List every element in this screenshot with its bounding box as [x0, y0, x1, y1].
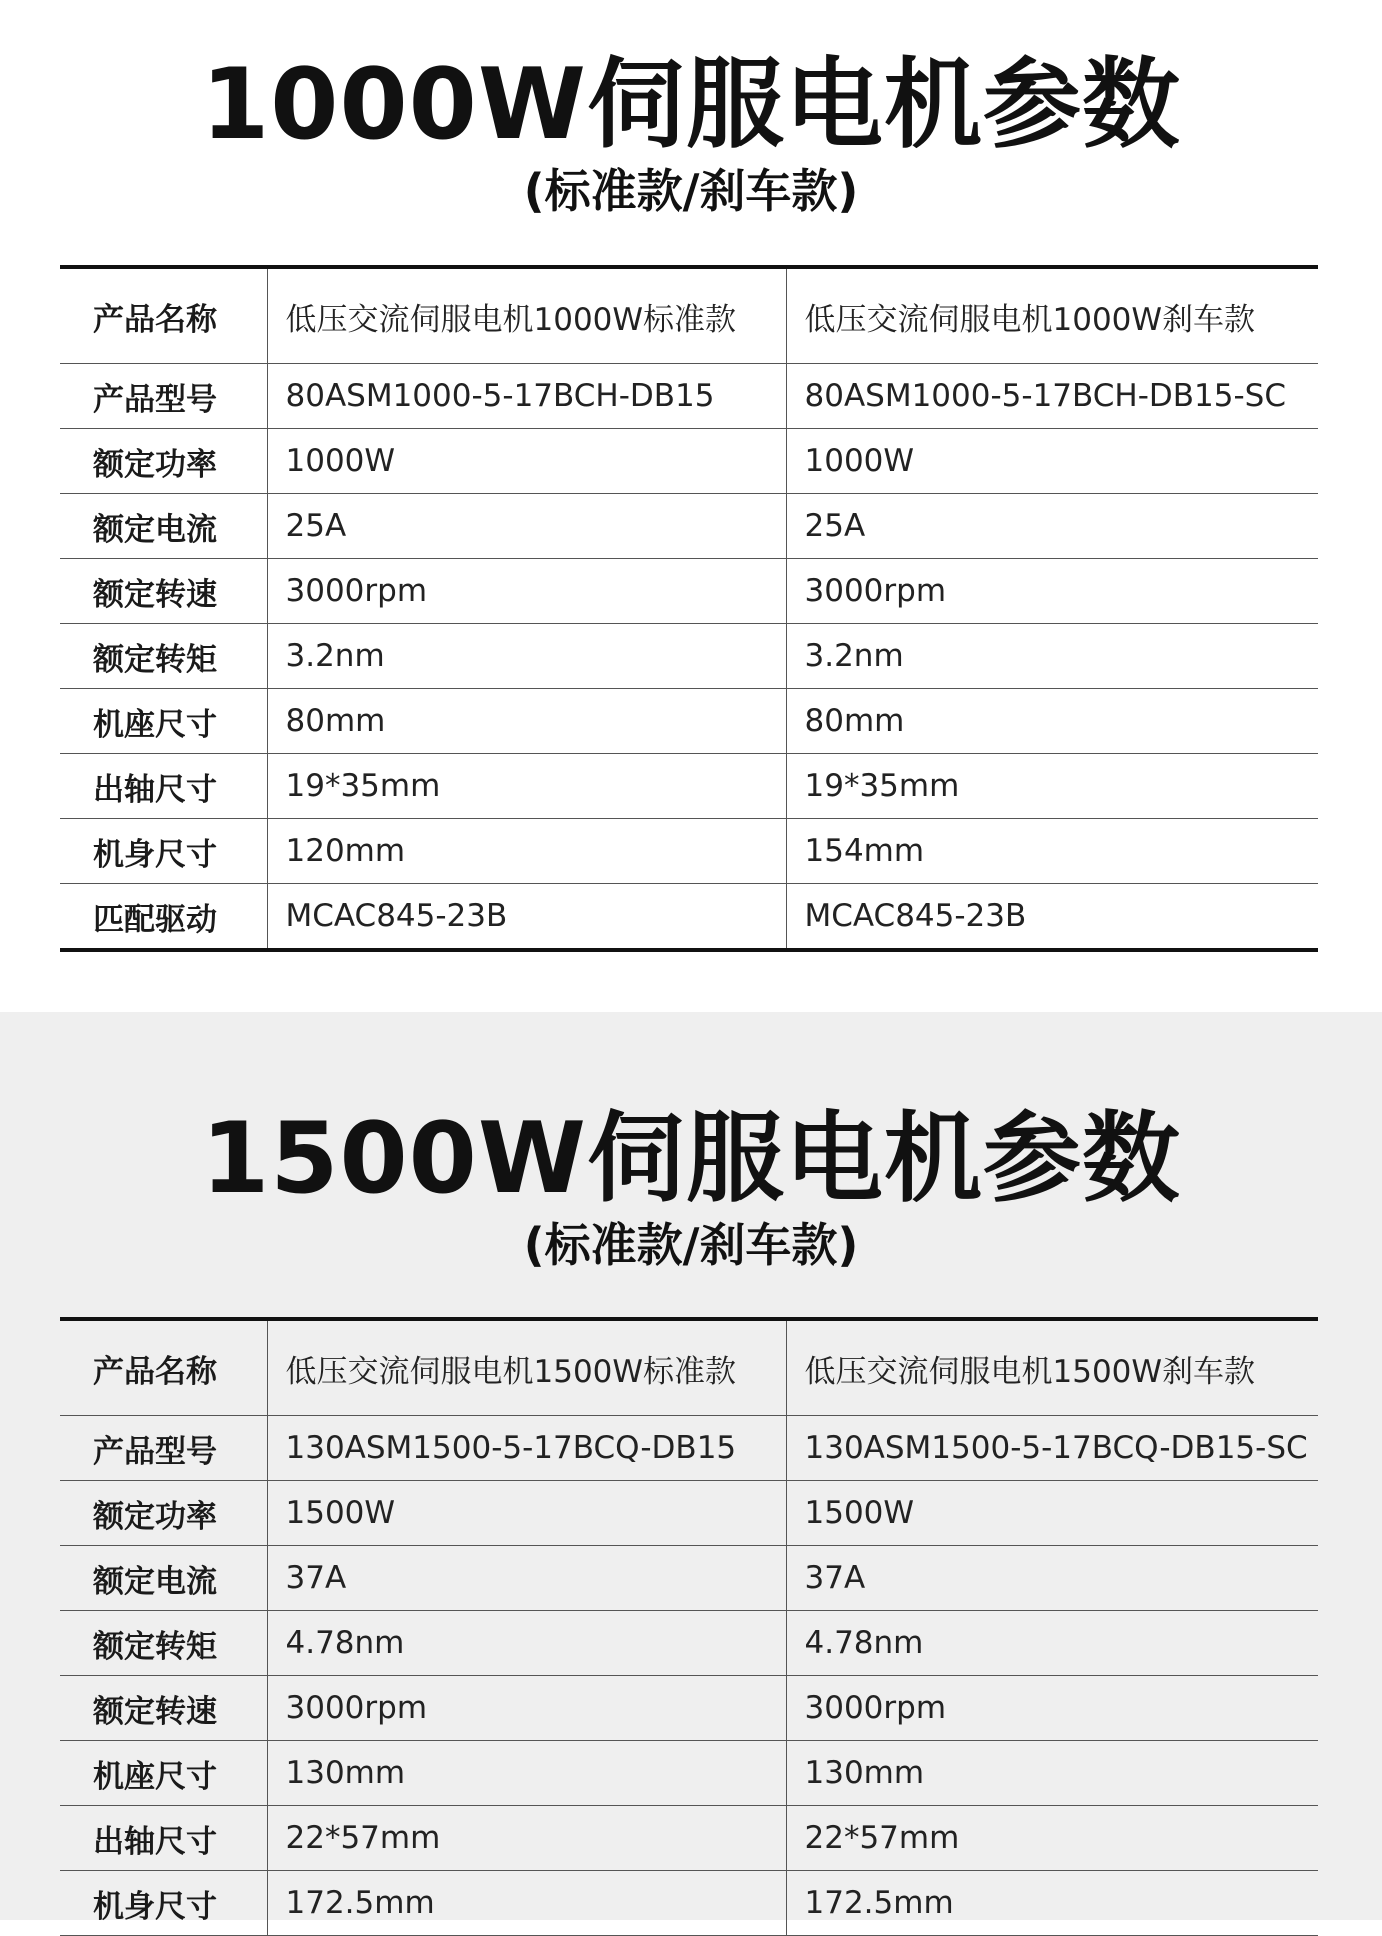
spec-table-body	[60, 1319, 1318, 1936]
spec-table	[60, 1317, 1318, 1936]
spec-value-standard: 120mm	[267, 819, 786, 884]
section-subtitle: (标准款/刹车款)	[523, 164, 859, 218]
spec-value-brake: 80mm	[786, 689, 1318, 754]
section-title: 1000W伺服电机参数	[201, 48, 1181, 162]
spec-value-standard: 19*35mm	[267, 754, 786, 819]
spec-value-standard: 低压交流伺服电机1500W标准款	[267, 1319, 786, 1416]
spec-row	[60, 1416, 1318, 1481]
spec-value-standard: 低压交流伺服电机1000W标准款	[267, 267, 786, 364]
spec-value-standard: 3000rpm	[267, 559, 786, 624]
spec-value-brake: 低压交流伺服电机1000W刹车款	[786, 267, 1318, 364]
spec-value-standard: 25A	[267, 494, 786, 559]
spec-value-brake: 3000rpm	[786, 559, 1318, 624]
spec-row	[60, 1546, 1318, 1611]
spec-value-brake: 低压交流伺服电机1500W刹车款	[786, 1319, 1318, 1416]
spec-value-brake: 22*57mm	[786, 1806, 1318, 1871]
spec-label: 机身尺寸	[60, 819, 267, 884]
spec-value-standard: 37A	[267, 1546, 786, 1611]
spec-label: 机座尺寸	[60, 689, 267, 754]
spec-row	[60, 559, 1318, 624]
spec-label: 额定电流	[60, 494, 267, 559]
spec-label: 机座尺寸	[60, 1741, 267, 1806]
spec-row	[60, 624, 1318, 689]
spec-table-body	[60, 267, 1318, 950]
spec-value-standard: 130mm	[267, 1741, 786, 1806]
spec-value-brake: 172.5mm	[786, 1871, 1318, 1936]
section-subtitle: (标准款/刹车款)	[523, 1218, 859, 1272]
spec-value-brake: 1000W	[786, 429, 1318, 494]
spec-label: 额定功率	[60, 429, 267, 494]
spec-table	[60, 265, 1318, 952]
spec-value-standard: 80ASM1000-5-17BCH-DB15	[267, 364, 786, 429]
spec-value-standard: 22*57mm	[267, 1806, 786, 1871]
spec-label: 产品型号	[60, 1416, 267, 1481]
spec-value-brake: 37A	[786, 1546, 1318, 1611]
spec-value-standard: 3000rpm	[267, 1676, 786, 1741]
spec-label: 出轴尺寸	[60, 754, 267, 819]
spec-value-brake: 130ASM1500-5-17BCQ-DB15-SC	[786, 1416, 1318, 1481]
spec-row	[60, 494, 1318, 559]
spec-value-brake: 1500W	[786, 1481, 1318, 1546]
spec-row	[60, 267, 1318, 364]
spec-row	[60, 1676, 1318, 1741]
spec-row	[60, 1871, 1318, 1936]
spec-value-standard: 172.5mm	[267, 1871, 786, 1936]
spec-label: 机身尺寸	[60, 1871, 267, 1936]
spec-label: 出轴尺寸	[60, 1806, 267, 1871]
spec-value-standard: MCAC845-23B	[267, 884, 786, 951]
spec-label: 产品名称	[60, 267, 267, 364]
spec-value-standard: 80mm	[267, 689, 786, 754]
spec-value-brake: 80ASM1000-5-17BCH-DB15-SC	[786, 364, 1318, 429]
spec-label: 产品型号	[60, 364, 267, 429]
spec-label: 额定转速	[60, 1676, 267, 1741]
spec-value-brake: 154mm	[786, 819, 1318, 884]
spec-value-brake: 25A	[786, 494, 1318, 559]
spec-row	[60, 364, 1318, 429]
spec-row	[60, 1806, 1318, 1871]
spec-label: 匹配驱动	[60, 884, 267, 951]
spec-row	[60, 1319, 1318, 1416]
spec-label: 产品名称	[60, 1319, 267, 1416]
spec-value-standard: 3.2nm	[267, 624, 786, 689]
spec-value-standard: 130ASM1500-5-17BCQ-DB15	[267, 1416, 786, 1481]
spec-section-1500w	[0, 1012, 1382, 1925]
spec-row	[60, 754, 1318, 819]
spec-value-brake: MCAC845-23B	[786, 884, 1318, 951]
spec-value-brake: 3000rpm	[786, 1676, 1318, 1741]
spec-value-standard: 4.78nm	[267, 1611, 786, 1676]
spec-label: 额定功率	[60, 1481, 267, 1546]
spec-value-brake: 4.78nm	[786, 1611, 1318, 1676]
spec-value-standard: 1500W	[267, 1481, 786, 1546]
spec-value-brake: 19*35mm	[786, 754, 1318, 819]
section-title: 1500W伺服电机参数	[201, 1102, 1181, 1216]
spec-row	[60, 429, 1318, 494]
spec-label: 额定电流	[60, 1546, 267, 1611]
spec-row	[60, 1741, 1318, 1806]
spec-label: 额定转速	[60, 559, 267, 624]
spec-value-brake: 3.2nm	[786, 624, 1318, 689]
spec-label: 额定转矩	[60, 1611, 267, 1676]
spec-row	[60, 819, 1318, 884]
spec-row	[60, 884, 1318, 951]
spec-value-standard: 1000W	[267, 429, 786, 494]
spec-label: 额定转矩	[60, 624, 267, 689]
spec-row	[60, 1611, 1318, 1676]
spec-value-brake: 130mm	[786, 1741, 1318, 1806]
spec-row	[60, 1481, 1318, 1546]
spec-row	[60, 689, 1318, 754]
